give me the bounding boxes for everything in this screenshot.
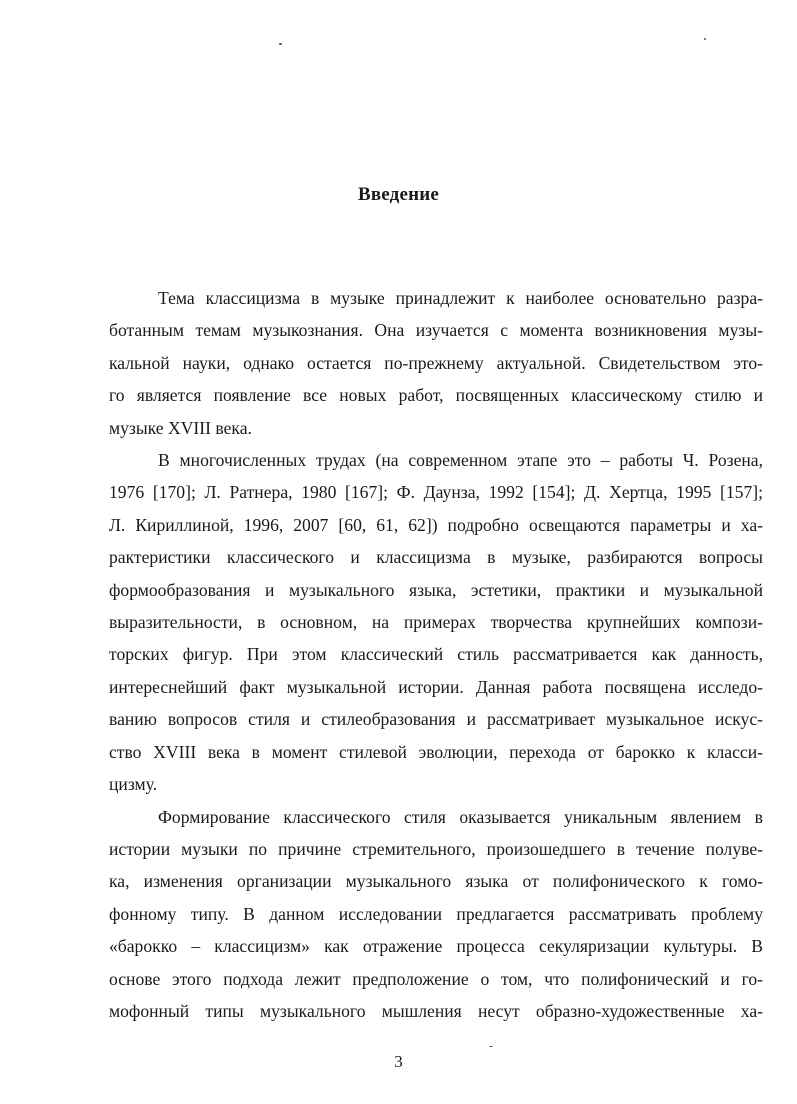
paragraph-2 xyxy=(109,444,763,800)
text-line: основе этого подхода лежит предположение о том, что полифонический и го- xyxy=(109,968,763,989)
text-line: музыке XVIII века. xyxy=(109,417,252,438)
text-line: выразительности, в основном, на примерах творчества крупнейших компози- xyxy=(109,612,763,633)
page-title: Введение xyxy=(357,184,440,205)
text-line: Л. Кириллиной, 1996, 2007 [60, 61, 62]) подробно освещаются параметры и ха- xyxy=(109,514,763,535)
paragraph-3 xyxy=(109,801,763,1028)
body-text xyxy=(109,282,763,1027)
scan-speck xyxy=(489,1046,493,1047)
text-line: торских фигур. При этом классический стиль рассматривается как данность, xyxy=(109,644,763,665)
text-line: интереснейший факт музыкальной истории. Данная работа посвящена исследо- xyxy=(109,676,763,697)
text-line: ванию вопросов стиля и стилеобразования и рассматривает музыкальное искус- xyxy=(109,709,763,730)
page-number: 3 xyxy=(394,1052,403,1071)
text-line: мофонный типы музыкального мышления несут образно-художественные ха- xyxy=(109,1000,763,1021)
text-line: Формирование классического стиля оказывается уникальным явлением в xyxy=(158,806,763,827)
paragraph-1 xyxy=(109,282,763,444)
text-line: го является появление все новых работ, посвященных классическому стилю и xyxy=(109,385,763,406)
text-line: «барокко – классицизм» как отражение процесса секуляризации культуры. В xyxy=(109,936,763,957)
text-line: ботанным темам музыкознания. Она изучается с момента возникновения музы- xyxy=(109,320,763,341)
text-line: ка, изменения организации музыкального языка от полифонического к гомо- xyxy=(109,871,763,892)
text-line: 1976 [170]; Л. Ратнера, 1980 [167]; Ф. Даунза, 1992 [154]; Д. Хертца, 1995 [157]; xyxy=(109,482,763,503)
text-line: цизму. xyxy=(109,774,158,795)
scan-speck xyxy=(704,38,706,40)
text-line: кальной науки, однако остается по-прежнему актуальной. Свидетельством это- xyxy=(109,352,763,373)
text-line: ство XVIII века в момент стилевой эволюции, перехода от барокко к класси- xyxy=(109,741,763,762)
scan-speck xyxy=(279,43,282,45)
text-line: фонному типу. В данном исследовании предлагается рассматривать проблему xyxy=(109,903,763,924)
text-line: формообразования и музыкального языка, эстетики, практики и музыкальной xyxy=(109,579,763,600)
text-line: истории музыки по причине стремительного, произошедшего в течение полуве- xyxy=(109,838,763,859)
text-line: Тема классицизма в музыке принадлежит к наиболее основательно разра- xyxy=(158,288,763,308)
text-line: рактеристики классического и классицизма в музыке, разбираются вопросы xyxy=(109,547,763,568)
text-line: В многочисленных трудах (на современном этапе это – работы Ч. Розена, xyxy=(158,450,763,471)
